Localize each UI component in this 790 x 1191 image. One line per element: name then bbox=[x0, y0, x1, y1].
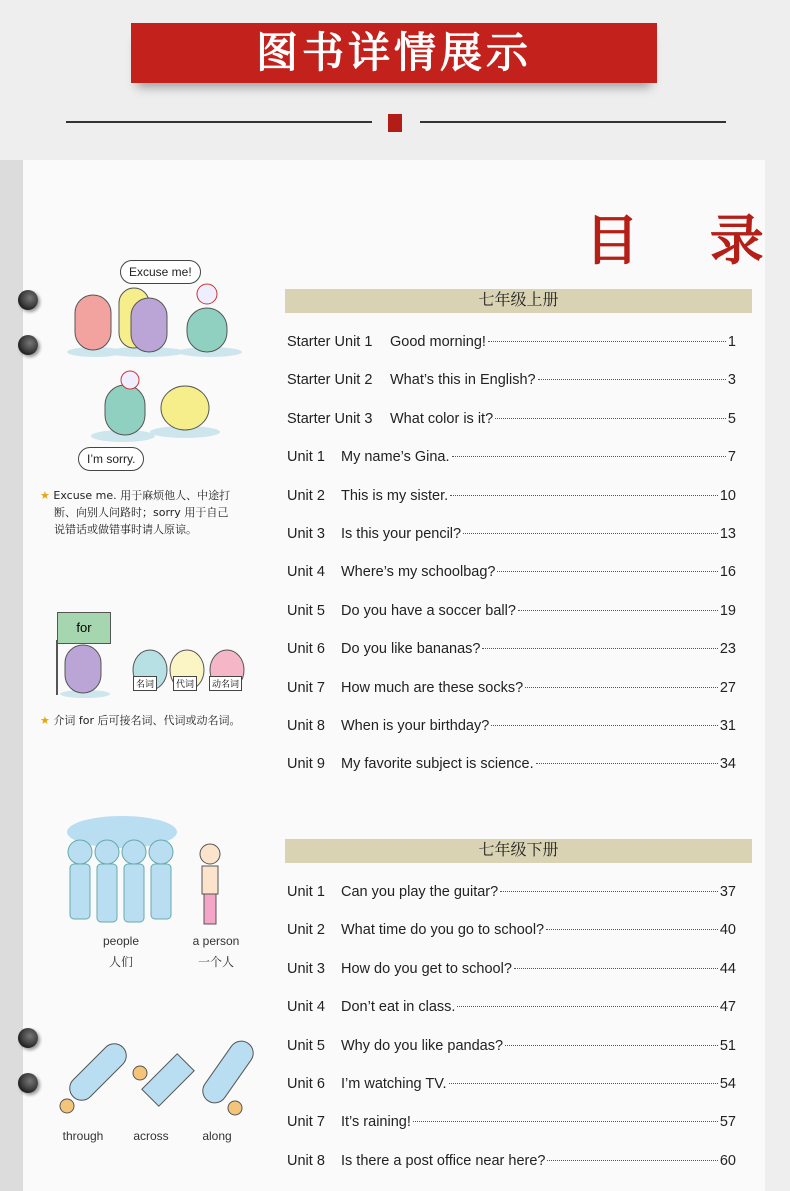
toc-leader-dots bbox=[488, 341, 726, 342]
toc-unit: Unit 2 bbox=[287, 922, 325, 939]
for-illustration bbox=[55, 640, 250, 700]
toc-leader-dots bbox=[495, 418, 726, 419]
binder-ring bbox=[18, 290, 38, 310]
toc-title: 目 录 bbox=[585, 208, 790, 272]
toc-page-number: 54 bbox=[719, 1076, 736, 1092]
toc-leader-dots bbox=[518, 610, 718, 611]
binder-ring bbox=[18, 335, 38, 355]
toc-page-number: 19 bbox=[719, 602, 736, 619]
toc-leader-dots bbox=[546, 929, 718, 930]
toc-lesson-title: How much are these socks? bbox=[341, 679, 524, 696]
toc-leader-dots bbox=[452, 456, 726, 457]
note-line: 断、向别人问路时；sorry 用于自己 bbox=[54, 506, 229, 519]
toc-unit: Starter Unit 2 bbox=[287, 372, 373, 389]
label-people: people bbox=[102, 934, 140, 948]
note-line: Excuse me. 用于麻烦他人、中途打 bbox=[53, 489, 231, 502]
toc-unit: Unit 8 bbox=[287, 1152, 325, 1169]
toc-page-number: 37 bbox=[719, 884, 736, 900]
toc-page-number: 13 bbox=[719, 526, 736, 542]
toc-unit: Unit 3 bbox=[287, 960, 325, 977]
note-for bbox=[40, 712, 241, 729]
tag-noun: 名词 bbox=[133, 676, 157, 691]
tag-gerund: 动名词 bbox=[209, 676, 242, 691]
binder-ring bbox=[18, 1073, 38, 1093]
note-line: 说错话或做错事时请人原谅。 bbox=[54, 523, 197, 536]
toc-unit: Unit 7 bbox=[287, 679, 325, 696]
toc-page-number: 16 bbox=[719, 564, 736, 581]
toc-unit: Unit 6 bbox=[287, 1076, 325, 1092]
toc-lesson-title: What’s this in English? bbox=[390, 372, 536, 389]
toc-unit: Unit 1 bbox=[287, 884, 325, 900]
binder-ring bbox=[18, 1028, 38, 1048]
toc-entry bbox=[287, 884, 736, 906]
toc-entry bbox=[287, 603, 736, 625]
toc-entry bbox=[287, 922, 736, 944]
toc-entry bbox=[287, 1076, 736, 1098]
toc-entry bbox=[287, 488, 736, 510]
toc-leader-dots bbox=[491, 725, 718, 726]
toc-lesson-title: Don’t eat in class. bbox=[341, 999, 456, 1016]
label-through: through bbox=[62, 1129, 104, 1143]
toc-page-number: 40 bbox=[719, 922, 736, 939]
toc-entry bbox=[287, 756, 736, 778]
toc-lesson-title: My favorite subject is science. bbox=[341, 756, 534, 773]
toc-lesson-title: When is your birthday? bbox=[341, 718, 490, 734]
toc-unit: Unit 7 bbox=[287, 1114, 325, 1131]
toc-leader-dots bbox=[538, 379, 726, 380]
toc-lesson-title: What color is it? bbox=[390, 410, 494, 427]
beans-illustration bbox=[65, 280, 245, 360]
toc-page-number: 23 bbox=[719, 641, 736, 658]
toc-unit: Unit 5 bbox=[287, 602, 325, 619]
toc-entry bbox=[287, 526, 736, 548]
toc-leader-dots bbox=[450, 495, 718, 496]
toc-page-number: 10 bbox=[719, 487, 736, 504]
toc-page-number: 7 bbox=[727, 449, 736, 466]
toc-entry bbox=[287, 641, 736, 663]
toc-page-number: 27 bbox=[719, 679, 736, 696]
toc-page-number: 57 bbox=[719, 1114, 736, 1131]
toc-entry bbox=[287, 1153, 736, 1175]
toc-page-number: 44 bbox=[719, 960, 736, 977]
toc-unit: Unit 8 bbox=[287, 718, 325, 734]
toc-entry bbox=[287, 961, 736, 983]
toc-leader-dots bbox=[505, 1045, 718, 1046]
toc-leader-dots bbox=[547, 1160, 717, 1161]
toc-entry bbox=[287, 680, 736, 702]
toc-entry bbox=[287, 999, 736, 1021]
toc-lesson-title: Good morning! bbox=[390, 334, 486, 350]
toc-page-number: 60 bbox=[719, 1152, 736, 1169]
toc-lesson-title: Where’s my schoolbag? bbox=[341, 564, 496, 581]
note-line: 介词 for 后可接名词、代词或动名词。 bbox=[53, 714, 241, 727]
toc-leader-dots bbox=[449, 1083, 718, 1084]
toc-lesson-title: Do you have a soccer ball? bbox=[341, 602, 516, 619]
toc-leader-dots bbox=[514, 968, 718, 969]
toc-unit: Unit 6 bbox=[287, 641, 325, 658]
divider-left bbox=[66, 121, 372, 123]
toc-unit: Starter Unit 1 bbox=[287, 334, 373, 350]
divider-square bbox=[388, 114, 402, 132]
star-icon: ★ bbox=[40, 714, 50, 727]
toc-lesson-title: Can you play the guitar? bbox=[341, 884, 499, 900]
toc-page-number: 47 bbox=[719, 999, 736, 1016]
toc-page-number: 51 bbox=[719, 1037, 736, 1054]
toc-leader-dots bbox=[457, 1006, 717, 1007]
toc-leader-dots bbox=[497, 571, 717, 572]
toc-lesson-title: How do you get to school? bbox=[341, 960, 512, 977]
toc-unit: Unit 1 bbox=[287, 449, 325, 466]
label-a-person-cn: 一个人 bbox=[197, 955, 234, 969]
toc-entry bbox=[287, 564, 736, 586]
toc-lesson-title: Is this your pencil? bbox=[341, 526, 462, 542]
speech-bubble-sorry: I’m sorry. bbox=[78, 447, 144, 471]
toc-leader-dots bbox=[536, 763, 718, 764]
toc-lesson-title: My name’s Gina. bbox=[341, 449, 450, 466]
toc-lesson-title: What time do you go to school? bbox=[341, 922, 545, 939]
toc-leader-dots bbox=[482, 648, 717, 649]
label-across: across bbox=[133, 1129, 169, 1143]
banner-title: 图书详情展示 bbox=[131, 23, 657, 83]
toc-lesson-title: I’m watching TV. bbox=[341, 1076, 447, 1092]
toc-entry bbox=[287, 411, 736, 433]
toc-entry bbox=[287, 449, 736, 471]
toc-page-number: 31 bbox=[719, 718, 736, 734]
beans-illustration-2 bbox=[85, 370, 225, 445]
toc-entry bbox=[287, 372, 736, 394]
toc-unit: Unit 4 bbox=[287, 564, 325, 581]
toc-unit: Unit 2 bbox=[287, 487, 325, 504]
toc-page-number: 3 bbox=[727, 372, 736, 389]
star-icon: ★ bbox=[40, 489, 50, 502]
toc-entry bbox=[287, 334, 736, 356]
sign-for: for bbox=[57, 612, 111, 644]
toc-page-number: 5 bbox=[727, 410, 736, 427]
toc-page-number: 34 bbox=[719, 756, 736, 773]
divider-right bbox=[420, 121, 726, 123]
volume1-heading: 七年级上册 bbox=[285, 289, 752, 313]
tag-pronoun: 代词 bbox=[173, 676, 197, 691]
label-a-person: a person bbox=[192, 934, 240, 948]
toc-unit: Unit 4 bbox=[287, 999, 325, 1016]
toc-leader-dots bbox=[463, 533, 718, 534]
toc-entry bbox=[287, 1114, 736, 1136]
toc-leader-dots bbox=[413, 1121, 718, 1122]
toc-unit: Unit 5 bbox=[287, 1037, 325, 1054]
speech-bubble-excuse: Excuse me! bbox=[120, 260, 201, 284]
toc-lesson-title: This is my sister. bbox=[341, 487, 449, 504]
note-excuse-me bbox=[40, 487, 230, 538]
toc-unit: Starter Unit 3 bbox=[287, 410, 373, 427]
people-illustration bbox=[62, 812, 247, 932]
label-along: along bbox=[202, 1129, 232, 1143]
label-people-cn: 人们 bbox=[108, 955, 133, 969]
toc-leader-dots bbox=[525, 687, 718, 688]
preposition-illustration bbox=[55, 1038, 255, 1123]
toc-entry bbox=[287, 1038, 736, 1060]
toc-lesson-title: It’s raining! bbox=[341, 1114, 411, 1131]
toc-entry bbox=[287, 718, 736, 740]
toc-unit: Unit 3 bbox=[287, 526, 325, 542]
toc-lesson-title: Do you like bananas? bbox=[341, 641, 481, 658]
toc-lesson-title: Is there a post office near here? bbox=[341, 1152, 546, 1169]
toc-lesson-title: Why do you like pandas? bbox=[341, 1037, 504, 1054]
toc-leader-dots bbox=[500, 891, 718, 892]
toc-unit: Unit 9 bbox=[287, 756, 325, 773]
volume2-heading: 七年级下册 bbox=[285, 839, 752, 863]
toc-page-number: 1 bbox=[727, 334, 736, 350]
